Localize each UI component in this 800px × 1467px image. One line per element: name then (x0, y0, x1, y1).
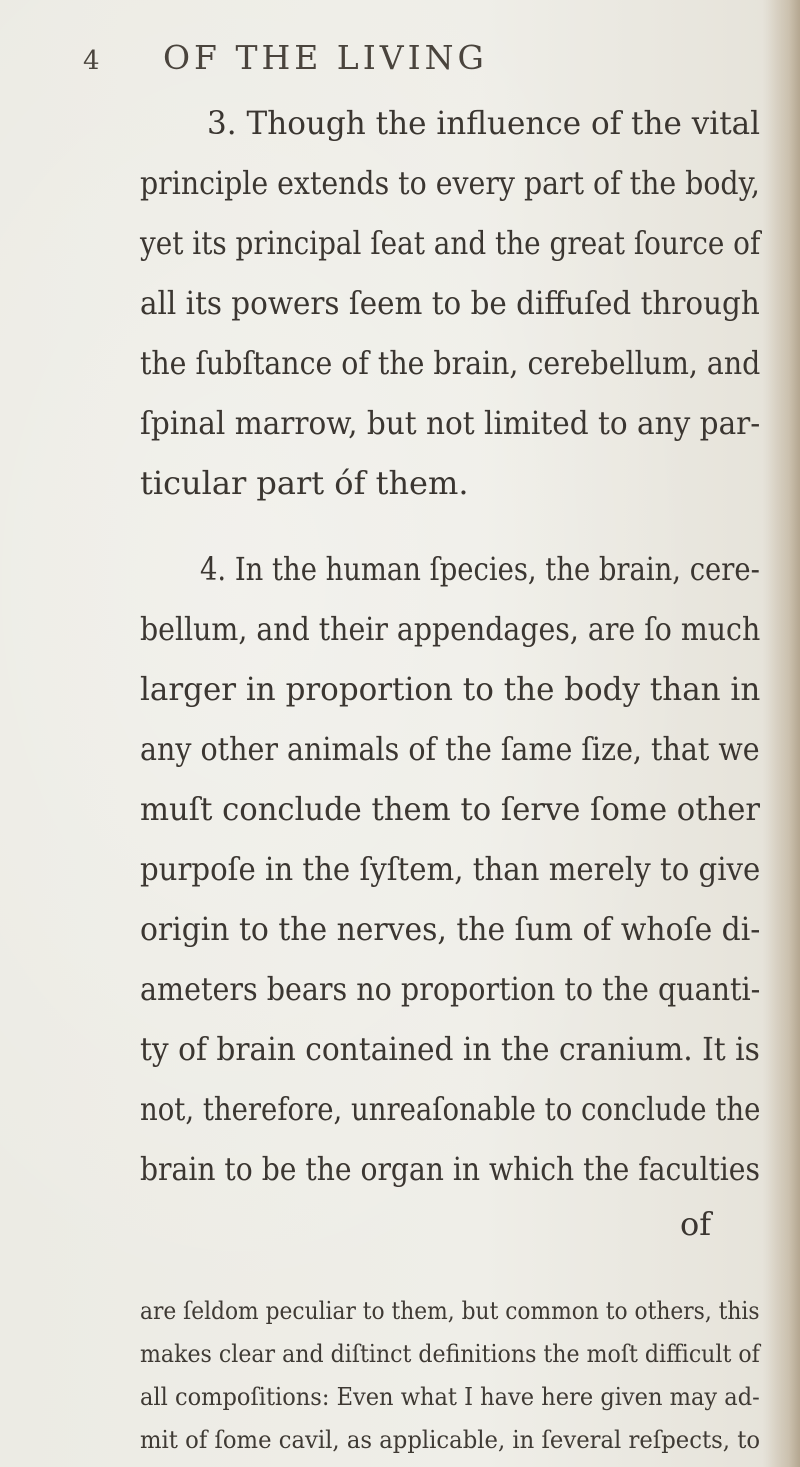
footnote-line: mit of ſome cavil, as applicable, in ſeveral reſpects, to (140, 1426, 761, 1454)
text-line: not, therefore, unreaſonable to conclude the (140, 1090, 761, 1128)
page-number: 4 (83, 46, 104, 76)
text-line: 4. In the human ſpecies, the brain, cere- (200, 550, 760, 588)
text-line: any other animals of the ſame ſize, that we (140, 730, 760, 768)
text-line: ameters bears no proportion to the quanti- (140, 970, 761, 1008)
running-head (83, 38, 683, 88)
footnote-line: all compoſitions: Even what I have here given may ad- (140, 1383, 760, 1411)
text-line: yet its principal ſeat and the great ſource of (140, 224, 761, 262)
footnote-line: makes clear and diſtinct definitions the moſt difficult of (140, 1340, 760, 1368)
footnote-line: are ſeldom peculiar to them, but common to others, this (140, 1297, 760, 1325)
running-title: OF THE LIVING (163, 38, 488, 77)
text-line: ticular part óf them. (140, 464, 469, 502)
text-line: bellum, and their appendages, are ſo much (140, 610, 761, 648)
text-line: ſpinal marrow, but not limited to any par- (140, 404, 761, 442)
text-line: brain to be the organ in which the faculties (140, 1150, 760, 1188)
text-line: purpoſe in the ſyſtem, than merely to give (140, 850, 761, 888)
text-line: 3. Though the influence of the vital (207, 104, 761, 142)
text-line: principle extends to every part of the body, (140, 164, 760, 202)
catchword: of (680, 1205, 712, 1243)
text-line: all its powers ſeem to be diffuſed through (140, 284, 760, 322)
text-line: larger in proportion to the body than in (140, 670, 761, 708)
text-line: muſt conclude them to ſerve ſome other (140, 790, 761, 828)
page-edge-shadow (762, 0, 800, 1467)
text-line: the ſubſtance of the brain, cerebellum, and (140, 344, 761, 382)
text-line: ty of brain contained in the cranium. It is (140, 1030, 760, 1068)
text-line: origin to the nerves, the ſum of whoſe di- (140, 910, 761, 948)
